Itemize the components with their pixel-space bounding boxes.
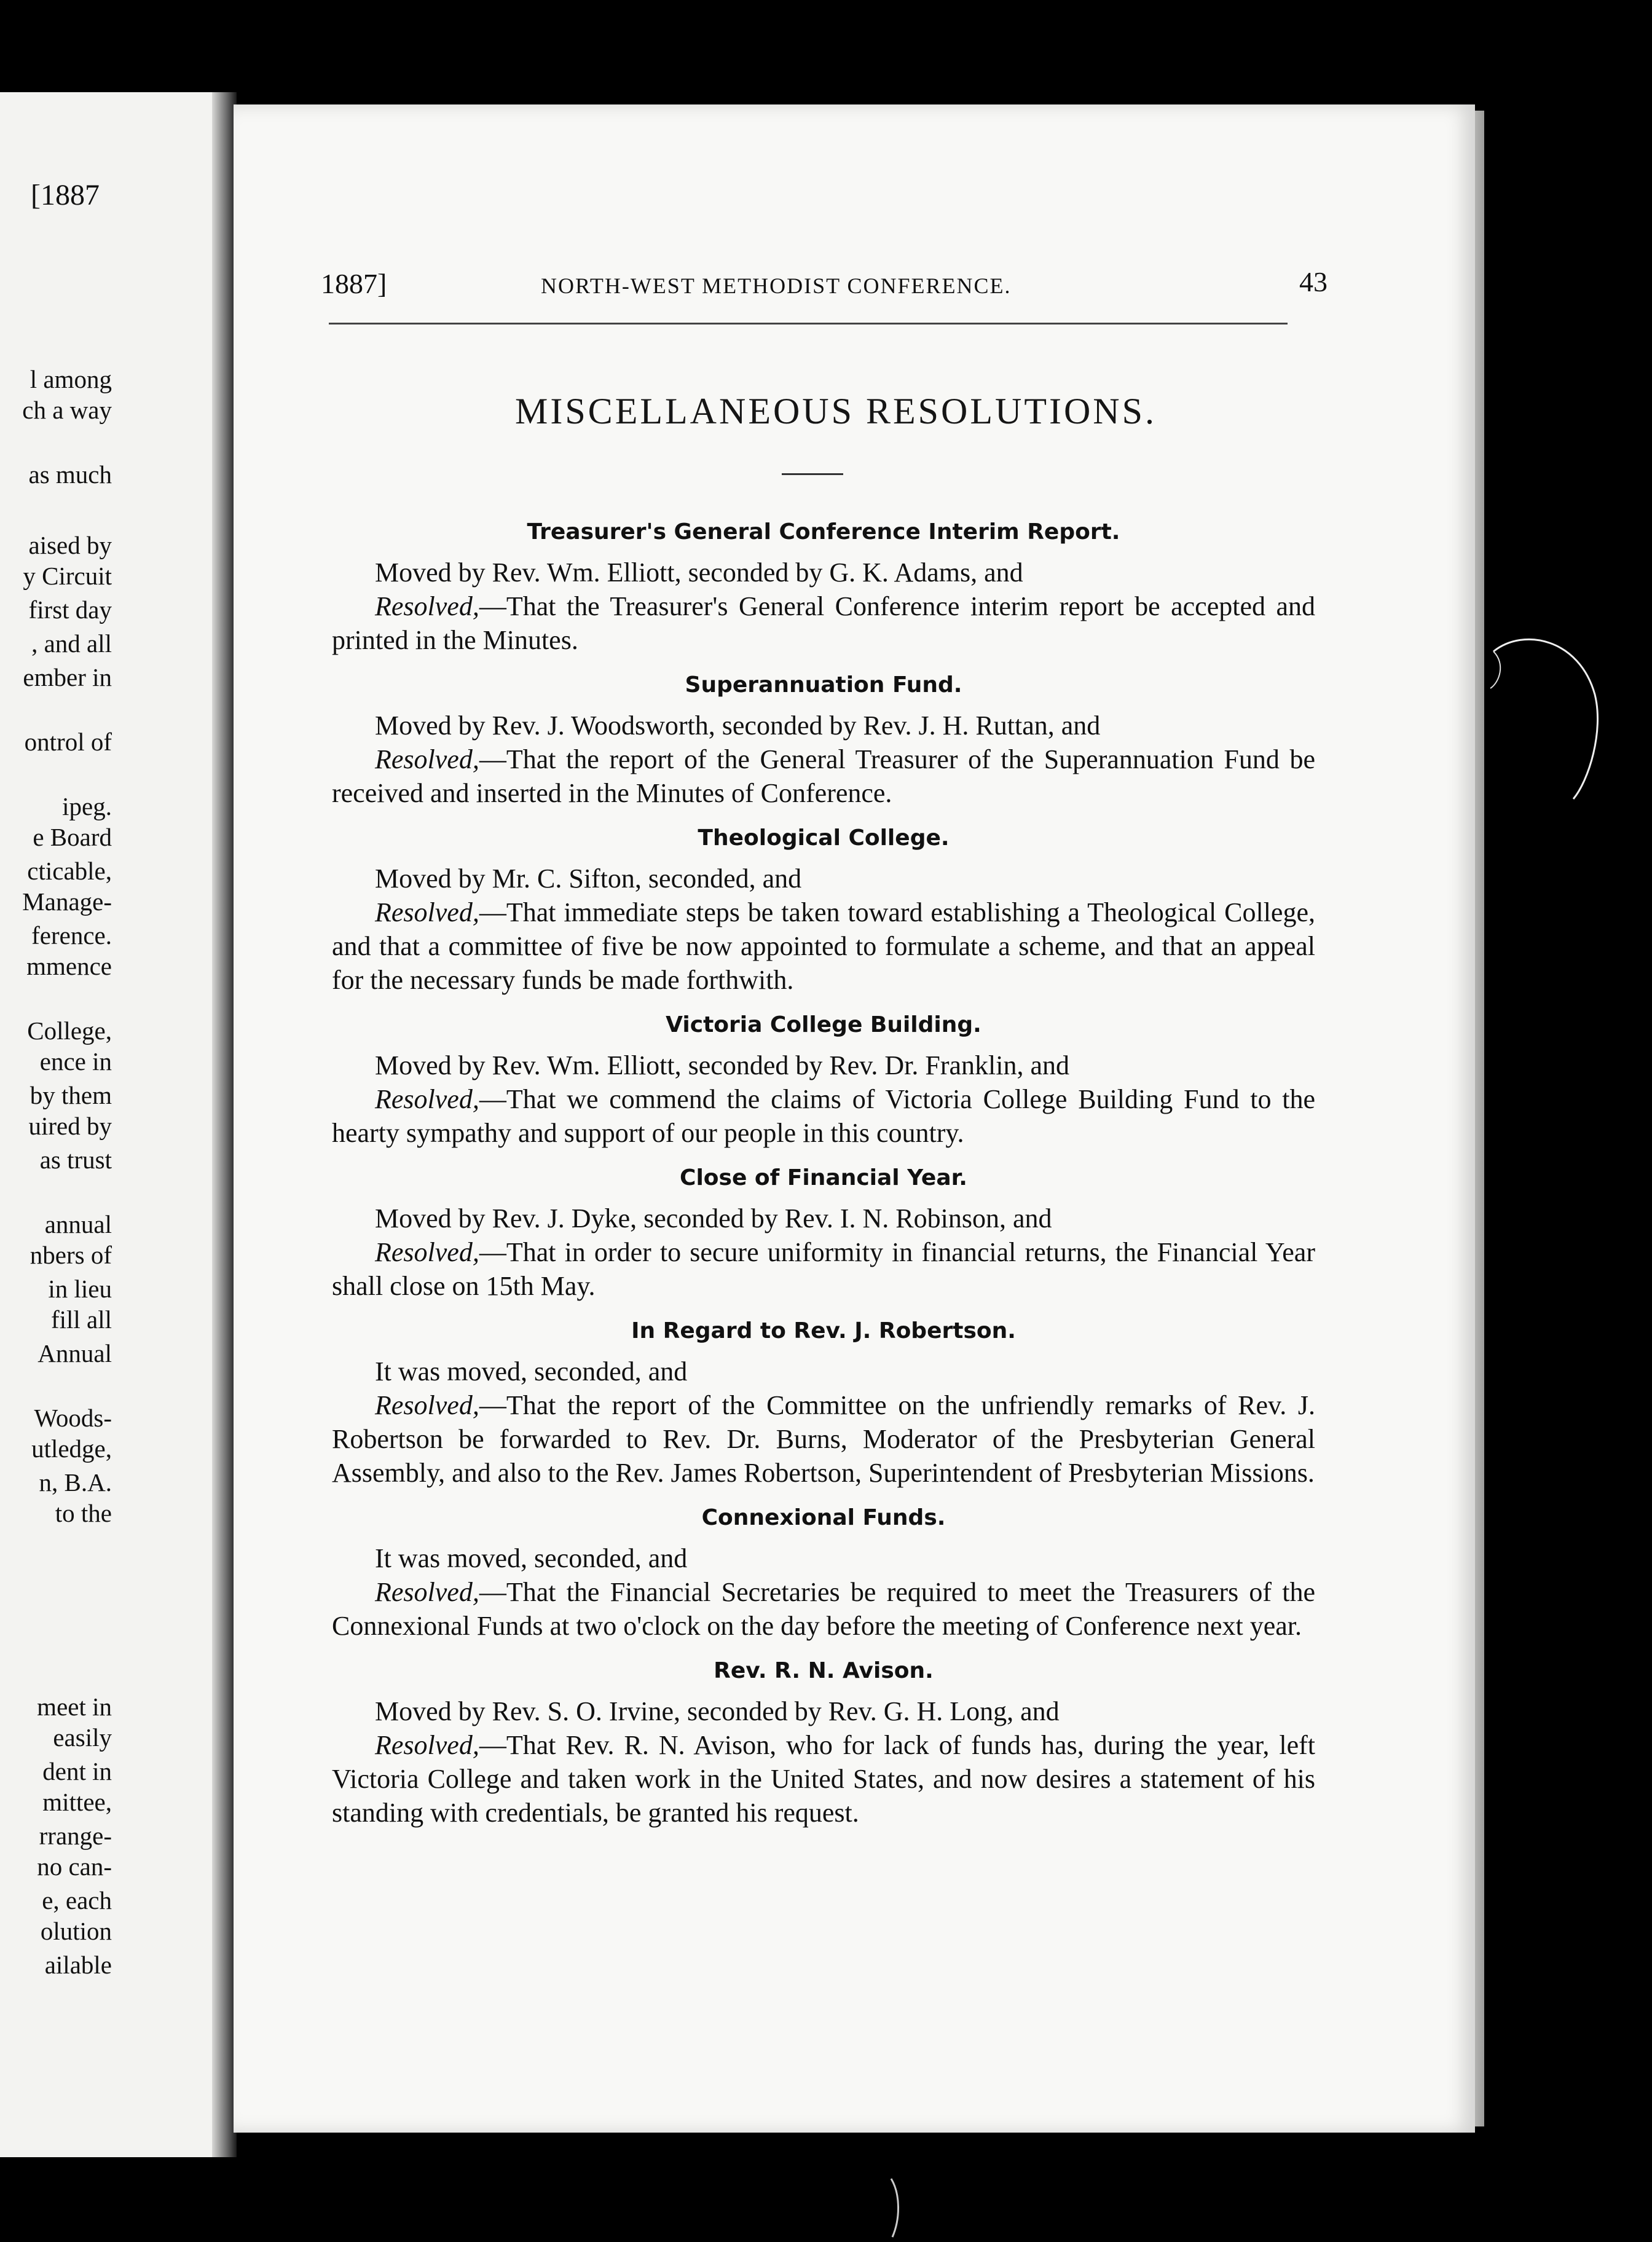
resolved-label: Resolved, [375, 1390, 479, 1420]
left-page-line: as much [28, 460, 112, 489]
page-mark [885, 2176, 910, 2242]
resolution-text [332, 1388, 1315, 1490]
left-page-line: ontrol of [24, 728, 112, 756]
left-page-line: y Circuit [23, 562, 112, 590]
resolved-label: Resolved, [375, 1084, 479, 1114]
resolution-body: —That the report of the Committee on the unfriendly remarks of Rev. J. Robertson be forwarded to Rev. Dr. Burns, Moderator of the Presbyterian General Assembly, and also to the Rev. James Robertson, Superintendent of Presbyterian Missions. [332, 1390, 1315, 1488]
left-page-line: ence in [39, 1047, 112, 1076]
left-page-line: by them [30, 1081, 112, 1109]
left-page-line: cticable, [27, 857, 112, 885]
resolution-text [332, 895, 1315, 997]
left-page-line: first day [28, 596, 112, 624]
title-divider [782, 473, 843, 475]
resolution-text [332, 1575, 1315, 1643]
left-page-line: Annual [37, 1339, 112, 1367]
section-title: Theological College. [698, 825, 950, 851]
section-title: Close of Financial Year. [680, 1165, 967, 1190]
left-page-line: no can- [37, 1852, 112, 1881]
resolutions [332, 504, 1315, 1830]
left-page-line: utledge, [31, 1434, 112, 1463]
resolution-section [332, 1501, 1315, 1643]
section-title: Treasurer's General Conference Interim Report. [527, 519, 1120, 545]
resolution-section [332, 1654, 1315, 1830]
mover-line: Moved by Rev. J. Woodsworth, seconded by Rev. J. H. Ruttan, and [375, 710, 1101, 741]
left-page-line: mittee, [42, 1788, 112, 1816]
left-page-line: fill all [50, 1305, 112, 1334]
section-title: Rev. R. N. Avison. [714, 1658, 934, 1683]
page-number: 43 [1299, 266, 1328, 297]
left-page-line: Woods- [34, 1404, 112, 1432]
resolution-body: —That the report of the General Treasurer of the Superannuation Fund be received and inserted in the Minutes of Conference. [332, 744, 1315, 808]
left-page-line: Manage- [22, 887, 112, 916]
resolution-section [332, 668, 1315, 810]
resolution-section [332, 821, 1315, 997]
left-page-line: easily [53, 1723, 112, 1752]
mover-line: It was moved, seconded, and [375, 1356, 688, 1386]
left-page-line: annual [44, 1210, 112, 1238]
resolution-body: —That Rev. R. N. Avison, who for lack of funds has, during the year, left Victoria College and taken work in the United States, and now desires a statement of his standing with credentials, be granted his request. [332, 1730, 1315, 1828]
resolved-label: Resolved, [375, 591, 479, 621]
mover-line: Moved by Rev. Wm. Elliott, seconded by Rev. Dr. Franklin, and [375, 1050, 1069, 1080]
resolution-text [332, 1235, 1315, 1303]
left-page-line: ference. [31, 921, 112, 950]
section-title: In Regard to Rev. J. Robertson. [631, 1318, 1016, 1343]
left-page-line: ch a way [22, 396, 112, 424]
section-title: Victoria College Building. [666, 1012, 981, 1037]
left-page-line: e, each [42, 1886, 112, 1914]
main-page [234, 104, 1475, 2133]
resolution-body: —That in order to secure uniformity in financial returns, the Financial Year shall close on 15th May. [332, 1237, 1315, 1301]
left-page-line: as trust [39, 1146, 112, 1174]
resolution-text [332, 1082, 1315, 1150]
resolution-text [332, 1728, 1315, 1830]
page-title: MISCELLANEOUS RESOLUTIONS. [514, 391, 1157, 431]
resolution-body: —That immediate steps be taken toward establishing a Theological College, and that a committee of five be now appointed to formulate a scheme, and that an appeal for the necessary funds be made forthwith. [332, 897, 1315, 995]
left-page-line: e Board [33, 823, 112, 851]
resolved-label: Resolved, [375, 744, 479, 774]
resolution-section [332, 1314, 1315, 1490]
left-page-line: n, B.A. [39, 1468, 112, 1497]
left-page-line: ailable [44, 1951, 112, 1979]
left-page-line: dent in [42, 1757, 112, 1785]
binding-thread [1487, 627, 1604, 811]
resolved-label: Resolved, [375, 1237, 479, 1267]
left-page-line: , and all [31, 629, 112, 658]
left-page-line: ember in [23, 663, 112, 691]
running-title: NORTH-WEST METHODIST CONFERENCE. [541, 273, 1012, 298]
resolution-text [332, 742, 1315, 810]
left-page-line: aised by [28, 531, 112, 559]
resolution-section [332, 1008, 1315, 1150]
left-page-line: College, [27, 1017, 112, 1045]
mover-line: Moved by Mr. C. Sifton, seconded, and [375, 863, 802, 894]
left-page-line: in lieu [48, 1275, 112, 1303]
mover-line: Moved by Rev. S. O. Irvine, seconded by Rev. G. H. Long, and [375, 1696, 1060, 1726]
left-page-line: nbers of [30, 1241, 112, 1269]
left-page-line: olution [40, 1917, 112, 1945]
left-page-line: mmence [26, 952, 112, 980]
header-rule [329, 323, 1288, 324]
left-page-line: meet in [37, 1693, 112, 1721]
running-year: 1887] [321, 268, 387, 299]
resolved-label: Resolved, [375, 1730, 479, 1760]
left-page-line: rrange- [39, 1822, 112, 1850]
left-page-line: l among [30, 365, 112, 393]
resolution-text [332, 589, 1315, 657]
section-title: Superannuation Fund. [685, 672, 962, 698]
mover-line: Moved by Rev. J. Dyke, seconded by Rev. I. N. Robinson, and [375, 1203, 1052, 1233]
resolution-section [332, 515, 1315, 657]
resolution-section [332, 1161, 1315, 1303]
resolved-label: Resolved, [375, 1577, 479, 1607]
mover-line: It was moved, seconded, and [375, 1543, 688, 1573]
left-page-line: uired by [28, 1112, 112, 1140]
resolved-label: Resolved, [375, 897, 479, 927]
left-page-line: ipeg. [62, 792, 112, 820]
left-page-header: [1887 [31, 179, 100, 211]
left-page-line: to the [55, 1499, 112, 1527]
resolution-body: —That the Financial Secretaries be required to meet the Treasurers of the Connexional Funds at two o'clock on the day before the meeting of Conference next year. [332, 1577, 1315, 1641]
mover-line: Moved by Rev. Wm. Elliott, seconded by G. K. Adams, and [375, 557, 1023, 588]
resolution-body: —That the Treasurer's General Conference interim report be accepted and printed in the Minutes. [332, 591, 1315, 655]
resolution-body: —That we commend the claims of Victoria College Building Fund to the hearty sympathy and support of our people in this country. [332, 1084, 1315, 1148]
section-title: Connexional Funds. [701, 1505, 946, 1530]
